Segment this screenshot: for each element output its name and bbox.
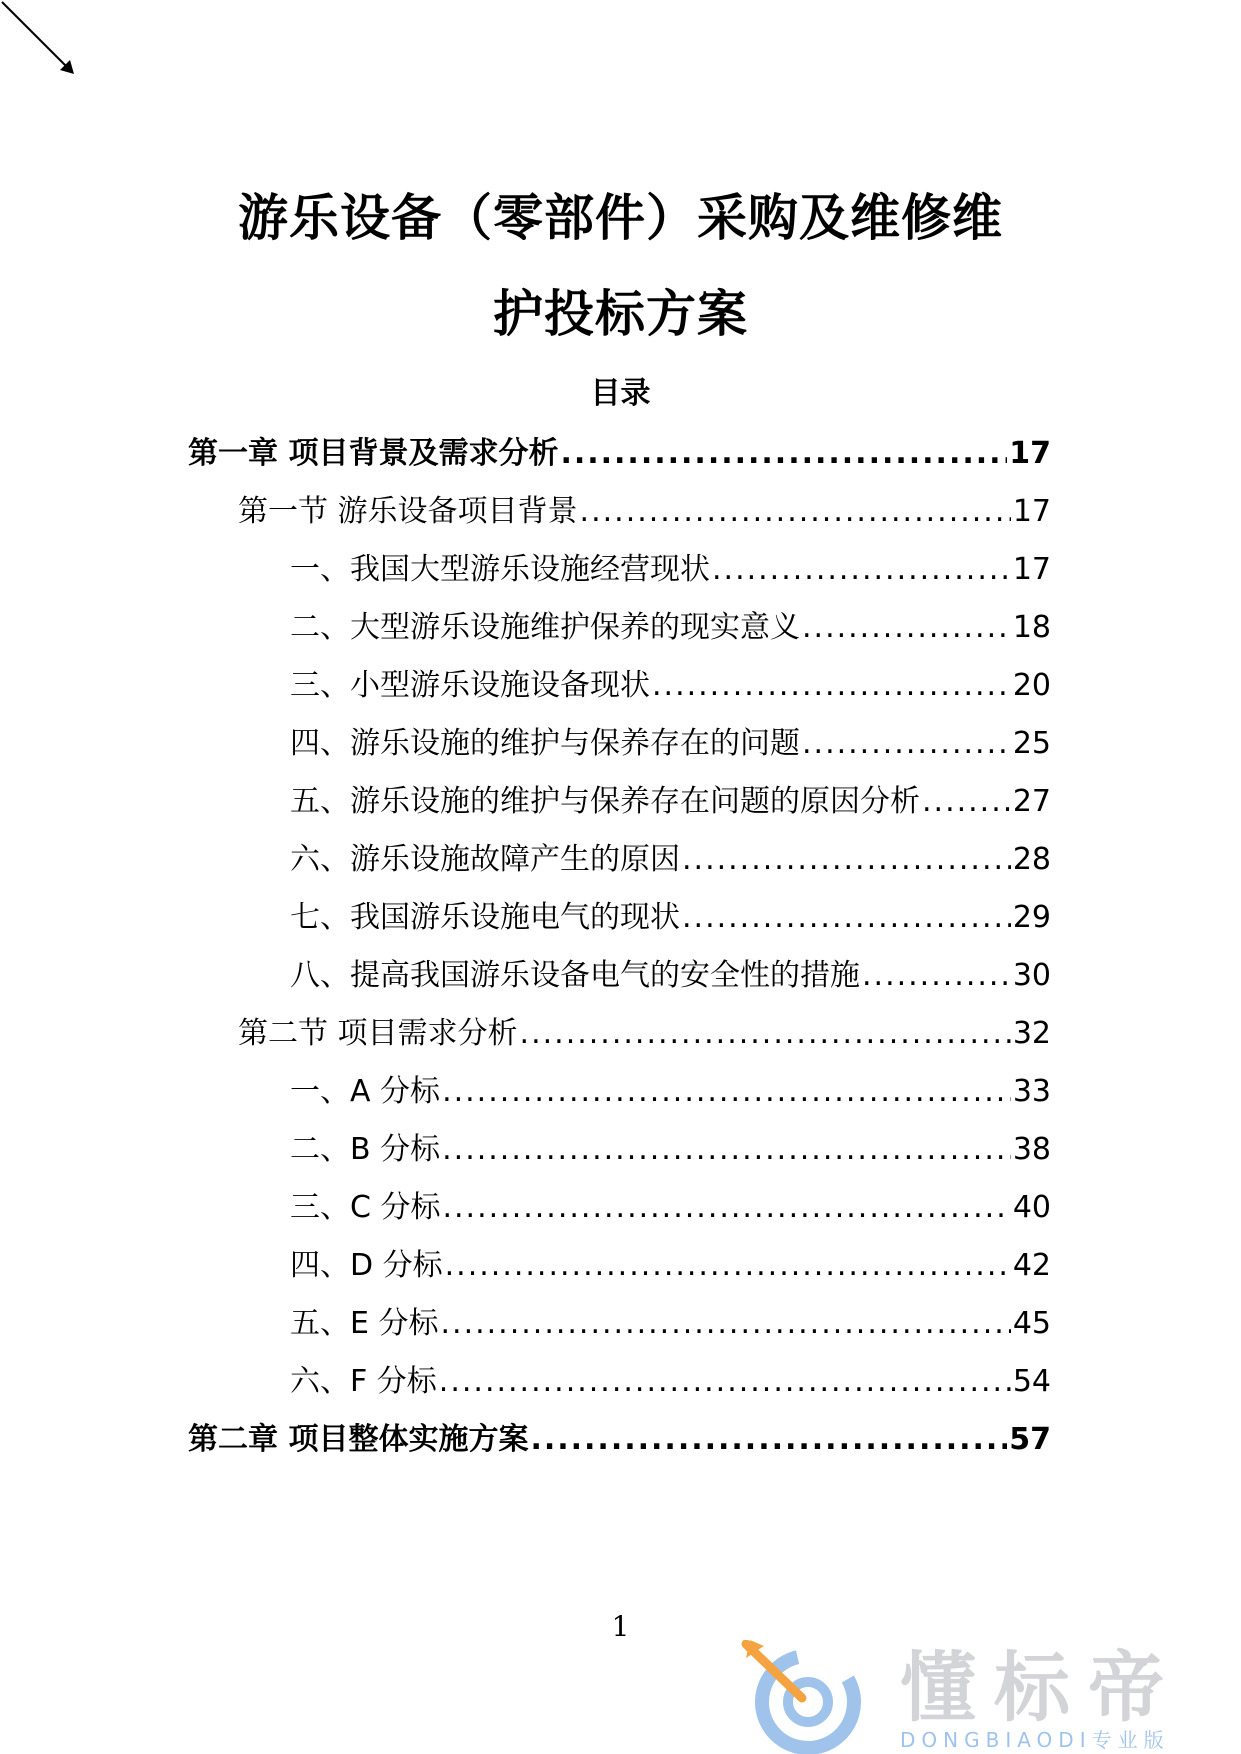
toc-dot-leader	[802, 598, 1011, 658]
toc-entry-item[interactable]	[290, 1294, 1051, 1354]
toc-entry-section-1-1[interactable]	[238, 482, 1051, 542]
toc-entry-item[interactable]	[290, 830, 1051, 890]
toc-entry-page: 45	[1012, 1306, 1051, 1341]
toc-entry-label: 七、我国游乐设施电气的现状	[290, 900, 680, 935]
toc-dot-leader	[441, 1294, 1011, 1354]
toc-entry-label: 四、D 分标	[290, 1248, 443, 1283]
toc-entry-label: 第二节 项目需求分析	[238, 1016, 518, 1051]
toc-entry-item[interactable]	[290, 714, 1051, 774]
toc-dot-leader	[862, 946, 1011, 1006]
toc-entry-item[interactable]	[290, 656, 1051, 716]
toc-entry-page: 28	[1012, 842, 1051, 877]
toc-entry-item[interactable]	[290, 1178, 1051, 1238]
toc-entry-item[interactable]	[290, 1120, 1051, 1180]
watermark-brand-text: 懂标帝	[900, 1643, 1182, 1732]
page-number: 1	[611, 1610, 630, 1643]
toc-entry-item[interactable]	[290, 946, 1051, 1006]
toc-entry-label: 第一章 项目背景及需求分析	[188, 436, 559, 471]
toc-entry-item[interactable]	[290, 772, 1051, 832]
toc-entry-page: 38	[1012, 1132, 1051, 1167]
toc-entry-page: 27	[1012, 784, 1051, 819]
toc-entry-page: 54	[1012, 1364, 1051, 1399]
toc-dot-leader	[530, 1410, 1007, 1470]
toc-entry-label: 六、游乐设施故障产生的原因	[290, 842, 680, 877]
target-logo-icon	[740, 1640, 870, 1754]
toc-entry-item[interactable]	[290, 888, 1051, 948]
toc-entry-page: 17	[1009, 436, 1051, 471]
toc-dot-leader	[520, 1004, 1011, 1064]
toc-entry-chapter-2[interactable]	[188, 1410, 1051, 1470]
toc-entry-label: 五、E 分标	[290, 1306, 439, 1341]
toc-entry-item[interactable]	[290, 1352, 1051, 1412]
corner-arrow-icon	[0, 0, 80, 80]
toc-entry-page: 42	[1012, 1248, 1051, 1283]
toc-entry-label: 一、A 分标	[290, 1074, 441, 1109]
toc-dot-leader	[439, 1352, 1011, 1412]
toc-entry-page: 32	[1012, 1016, 1051, 1051]
toc-dot-leader	[652, 656, 1011, 716]
toc-entry-page: 17	[1012, 552, 1051, 587]
toc-entry-label: 八、提高我国游乐设备电气的安全性的措施	[290, 958, 860, 993]
toc-entry-label: 第一节 游乐设备项目背景	[238, 494, 578, 529]
toc-entry-chapter-1[interactable]	[188, 424, 1051, 484]
toc-entry-page: 25	[1012, 726, 1051, 761]
toc-entry-page: 18	[1012, 610, 1051, 645]
toc-entry-label: 六、F 分标	[290, 1364, 437, 1399]
toc-entry-label: 四、游乐设施的维护与保养存在的问题	[290, 726, 800, 761]
toc-dot-leader	[802, 714, 1011, 774]
toc-dot-leader	[580, 482, 1011, 542]
toc-entry-page: 20	[1012, 668, 1051, 703]
toc-entry-item[interactable]	[290, 540, 1051, 600]
watermark-subtitle: DONGBIAODI专业版	[900, 1728, 1170, 1752]
toc-dot-leader	[682, 830, 1011, 890]
toc-entry-label: 三、C 分标	[290, 1190, 441, 1225]
toc-entry-label: 二、大型游乐设施维护保养的现实意义	[290, 610, 800, 645]
toc-entry-section-1-2[interactable]	[238, 1004, 1051, 1064]
toc-entry-item[interactable]	[290, 598, 1051, 658]
toc-dot-leader	[682, 888, 1011, 948]
toc-entry-label: 一、我国大型游乐设施经营现状	[290, 552, 710, 587]
toc-dot-leader	[442, 1178, 1010, 1238]
toc-entry-page: 29	[1012, 900, 1051, 935]
toc-dot-leader	[712, 540, 1011, 600]
toc-entry-item[interactable]	[290, 1236, 1051, 1296]
toc-dot-leader	[442, 1120, 1011, 1180]
toc-entry-page: 17	[1012, 494, 1051, 529]
toc-entry-label: 三、小型游乐设施设备现状	[290, 668, 650, 703]
toc-entry-page: 30	[1012, 958, 1051, 993]
toc-dot-leader	[560, 424, 1007, 484]
toc-entry-label: 五、游乐设施的维护与保养存在问题的原因分析	[290, 784, 920, 819]
toc-dot-leader	[442, 1062, 1011, 1122]
document-title-line-1: 游乐设备（零部件）采购及维修维	[238, 189, 1003, 247]
toc-dot-leader	[445, 1236, 1011, 1296]
toc-entry-label: 二、B 分标	[290, 1132, 441, 1167]
toc-dot-leader	[922, 772, 1011, 832]
toc-heading: 目录	[590, 376, 651, 411]
toc-entry-page: 40	[1012, 1190, 1051, 1225]
toc-entry-label: 第二章 项目整体实施方案	[188, 1422, 529, 1457]
document-title-line-2: 护投标方案	[493, 285, 748, 343]
toc-entry-page: 33	[1012, 1074, 1051, 1109]
toc-entry-page: 57	[1009, 1422, 1051, 1457]
toc-entry-item[interactable]	[290, 1062, 1051, 1122]
brand-watermark	[740, 1640, 1240, 1754]
